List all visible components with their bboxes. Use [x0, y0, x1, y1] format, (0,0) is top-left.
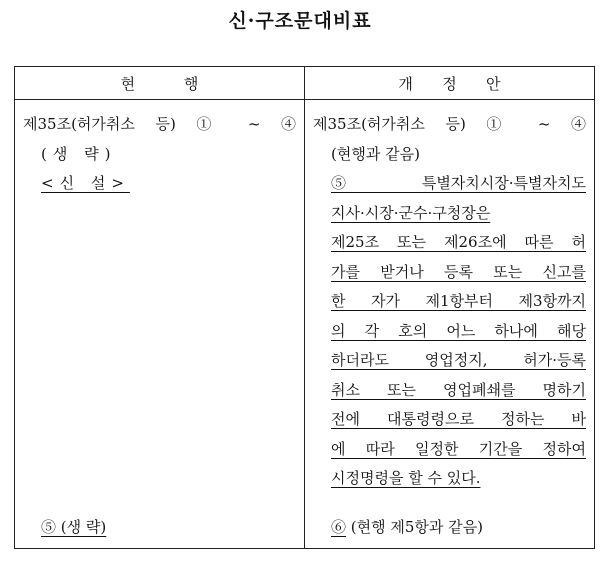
- revised-line: 전에 대통령령으로 정하는 바: [331, 410, 586, 428]
- revised-line: 지사·시장·군수·구청장은: [331, 203, 491, 222]
- revised-column: [305, 100, 595, 549]
- table-header-row: [15, 67, 595, 100]
- header-current: 현 행: [15, 67, 305, 100]
- current-item5: ⑤ (생 략): [41, 517, 107, 536]
- page-title: 신·구조문대비표: [228, 10, 372, 32]
- revised-line: ⑤ 특별자치시장·특별자치도: [331, 174, 586, 192]
- revised-line: 의 각 호의 어느 하나에 해당: [331, 321, 586, 340]
- current-omitted-text: (생 략): [41, 144, 117, 163]
- revised-line: 하더라도 영업정지, 허가·등록: [331, 351, 586, 369]
- revised-article-heading: 제35조(허가취소 등) ① ~ ④: [313, 115, 586, 133]
- revised-line: 시정명령을 할 수 있다.: [331, 469, 481, 487]
- revised-line: 에 따라 일정한 기간을 정하여: [331, 439, 586, 458]
- current-article-heading: 제35조(허가취소 등) ① ~ ④: [23, 115, 296, 133]
- revised-line: 제25조 또는 제26조에 따른 허: [331, 233, 586, 251]
- revised-line: 한 자가 제1항부터 제3항까지: [331, 292, 586, 310]
- table-row: [15, 100, 595, 549]
- current-column: [15, 100, 305, 549]
- current-new-marker: <신 설>: [41, 174, 130, 192]
- comparison-table: [14, 66, 595, 549]
- header-revised: 개 정 안: [305, 67, 595, 100]
- revised-new-paragraph: [313, 169, 586, 494]
- revised-item6: ⑥ (현행 제5항과 같음): [331, 517, 484, 536]
- revised-line: 가를 받거나 등록 또는 신고를: [331, 262, 586, 281]
- revised-same-text: (현행과 같음): [331, 144, 420, 163]
- revised-line: 취소 또는 영업폐쇄를 명하기: [331, 380, 586, 399]
